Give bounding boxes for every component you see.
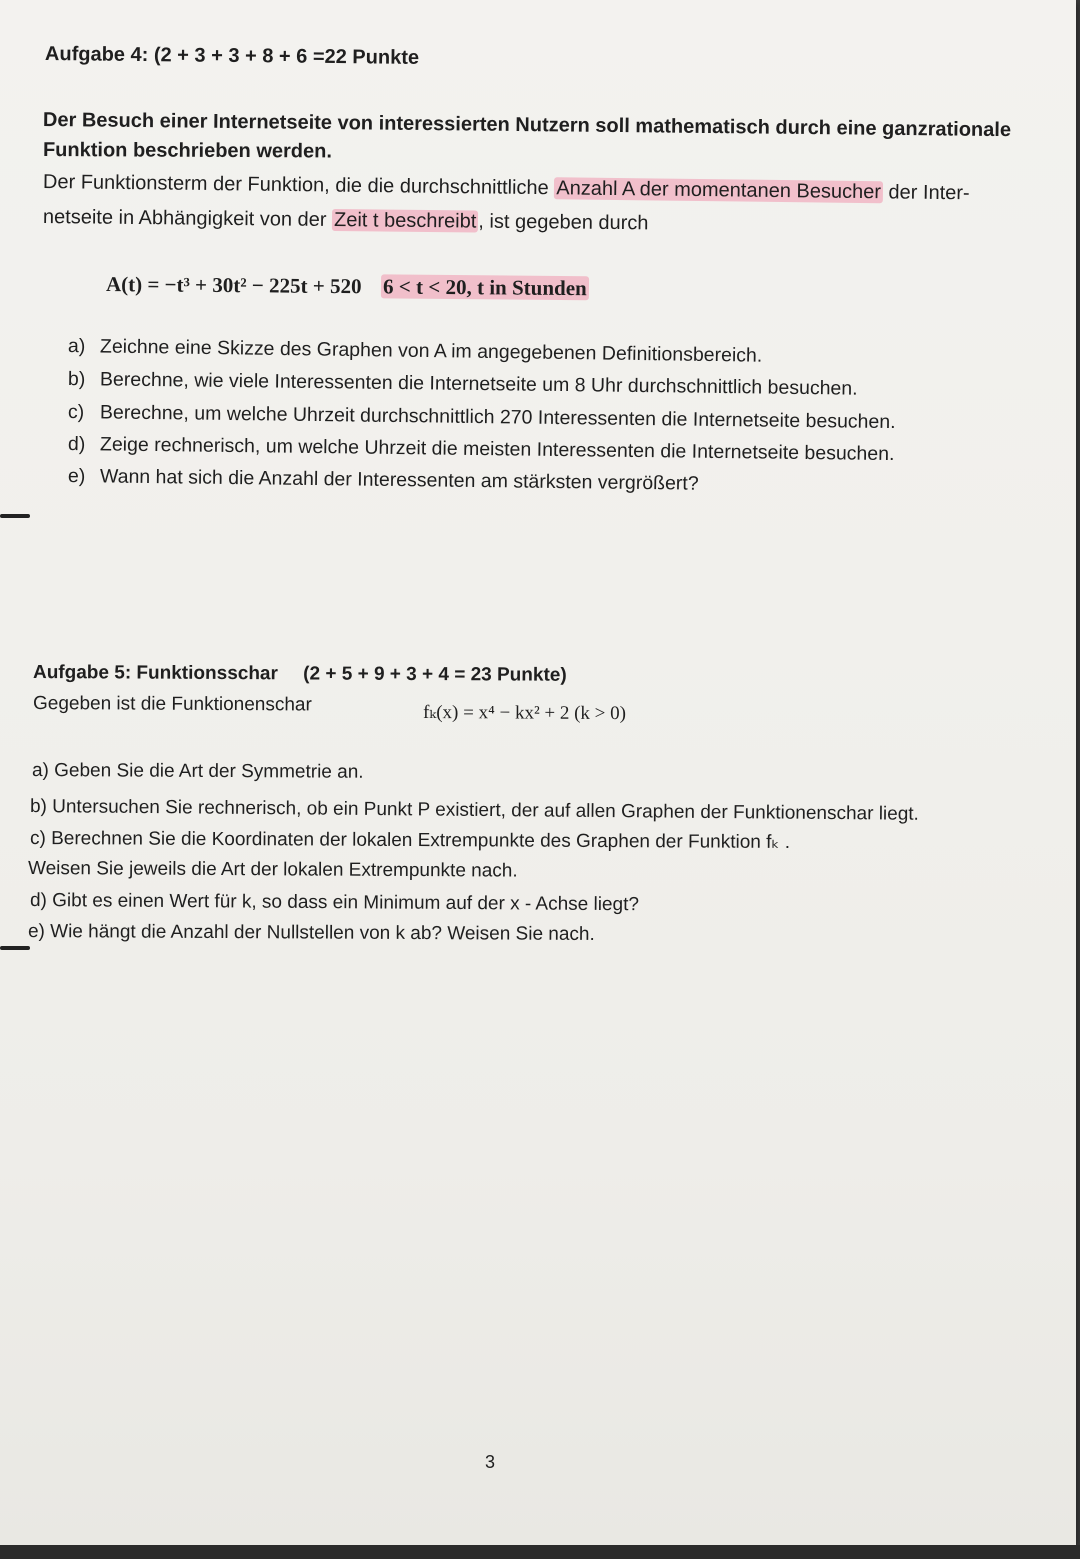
- task-4d: [68, 432, 895, 466]
- binder-mark: [0, 514, 30, 518]
- highlight-anzahl: Anzahl A der momentanen Besucher: [556, 177, 882, 204]
- task-label: e): [67, 465, 86, 488]
- aufgabe4-intro-line1: Der Besuch einer Internetseite von interessierten Nutzern soll mathematisch durch eine ganzrationale: [42, 109, 1012, 142]
- task-5a: a) Geben Sie die Art der Symmetrie an.: [31, 760, 364, 783]
- aufgabe4-formula-line: [106, 272, 589, 301]
- task-4b: [68, 367, 858, 401]
- task-5c: c) Berechnen Sie die Koordinaten der lokalen Extrempunkte des Graphen der Funktion fₖ .: [29, 828, 791, 853]
- task-text: Berechne, wie viele Interessenten die Internetseite um 8 Uhr durchschnittlich besuchen.: [99, 368, 858, 400]
- binder-mark: [0, 946, 30, 950]
- aufgabe4-intro-line2: Funktion beschrieben werden.: [42, 139, 332, 163]
- task-label: d): [67, 433, 86, 456]
- aufgabe5-given: Gegeben ist die Funktionenschar: [32, 693, 312, 716]
- text-line1-post: der Inter-: [882, 181, 970, 205]
- domain-highlight: 6 < t < 20, t in Stunden: [383, 274, 587, 301]
- task-text: Zeichne eine Skizze des Graphen von A im angegebenen Definitionsbereich.: [99, 335, 763, 367]
- task-text: Wann hat sich die Anzahl der Interessenten am stärksten vergrößert?: [99, 465, 699, 495]
- aufgabe5-heading-line: [33, 661, 567, 688]
- task-4e: [68, 464, 699, 496]
- task-5e: e) Wie hängt die Anzahl der Nullstellen von k ab? Weisen Sie nach.: [27, 921, 595, 945]
- task-5c-cont: Weisen Sie jeweils die Art der lokalen Extrempunkte nach.: [27, 858, 518, 882]
- highlight-zeit: Zeit t beschreibt: [333, 209, 477, 233]
- page-number: 3: [485, 1452, 496, 1472]
- aufgabe5-heading: Aufgabe 5: Funktionsschar: [32, 662, 278, 685]
- task-label: c): [67, 401, 85, 424]
- task-5d: d) Gibt es einen Wert für k, so dass ein Minimum auf der x - Achse liegt?: [29, 890, 640, 916]
- aufgabe5-points: (2 + 5 + 9 + 3 + 4 = 23 Punkte): [303, 663, 567, 686]
- task-label: a): [67, 335, 86, 358]
- function-formula: A(t) = −t³ + 30t² − 225t + 520: [105, 272, 362, 299]
- task-text: Zeige rechnerisch, um welche Uhrzeit die meisten Interessenten die Internetseite besuchen.: [99, 433, 895, 466]
- task-4a: [68, 334, 763, 368]
- aufgabe4-text-line2: [43, 205, 649, 235]
- text-line2-pre: netseite in Abhängigkeit von der: [42, 206, 333, 232]
- task-text: Berechne, um welche Uhrzeit durchschnittlich 270 Interessenten die Internetseite besuchen.: [99, 401, 896, 434]
- background-edge: [0, 1545, 1080, 1559]
- aufgabe4-text-line1: [43, 170, 970, 205]
- task-label: b): [67, 368, 86, 391]
- aufgabe4-heading: Aufgabe 4: (2 + 3 + 3 + 8 + 6 =22 Punkte: [44, 43, 420, 69]
- task-4c: [68, 400, 896, 434]
- text-line1-pre: Der Funktionsterm der Funktion, die die durchschnittliche: [42, 171, 555, 200]
- aufgabe5-function: fₖ(x) = x⁴ − kx² + 2 (k > 0): [422, 702, 627, 725]
- task-5b: b) Untersuchen Sie rechnerisch, ob ein Punkt P existiert, der auf allen Graphen der Funktionenschar liegt.: [29, 796, 919, 825]
- text-line2-post: , ist gegeben durch: [478, 210, 649, 235]
